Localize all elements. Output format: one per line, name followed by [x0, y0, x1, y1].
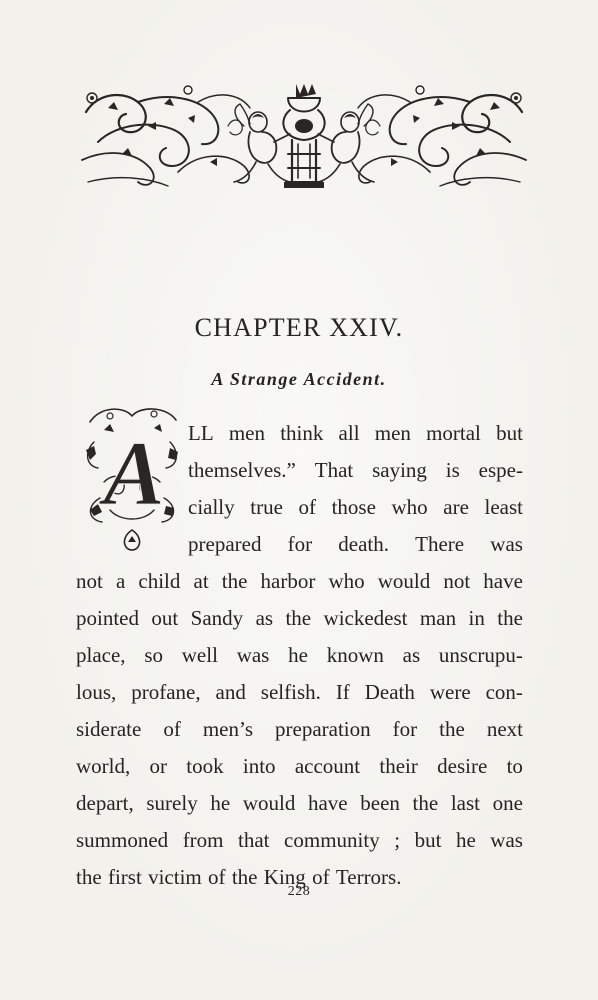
word: next: [486, 717, 523, 741]
word: in: [468, 606, 485, 630]
word: so: [144, 643, 163, 667]
word: Sandy: [190, 606, 244, 630]
word: least: [484, 495, 523, 519]
word: child: [138, 569, 181, 593]
word: unscrupu-: [438, 643, 523, 667]
word: community: [284, 828, 380, 852]
word: would: [377, 569, 431, 593]
word: for: [287, 532, 313, 556]
word: out: [151, 606, 179, 630]
word: of: [312, 865, 330, 889]
word: ;: [394, 828, 401, 852]
word: surely: [146, 791, 198, 815]
word: themselves.”: [188, 458, 296, 482]
word: Terrors.: [335, 865, 402, 889]
word: the: [285, 606, 312, 630]
word: think: [280, 421, 324, 445]
word: death.: [338, 532, 389, 556]
text-line: [76, 566, 523, 596]
word: at: [193, 569, 209, 593]
word: and: [215, 680, 246, 704]
word: men: [374, 421, 411, 445]
word: account: [294, 754, 361, 778]
word: were: [429, 680, 471, 704]
word: men: [228, 421, 265, 445]
word: well: [181, 643, 218, 667]
text-line: [188, 529, 523, 559]
word: espe-: [478, 458, 523, 482]
word: the: [497, 606, 523, 630]
word: he: [210, 791, 231, 815]
word: men’s: [202, 717, 253, 741]
word: place,: [76, 643, 126, 667]
word: the: [76, 865, 102, 889]
word: desire: [437, 754, 488, 778]
word: of: [208, 865, 226, 889]
word: that: [238, 828, 270, 852]
word: all: [338, 421, 360, 445]
word: the: [412, 791, 439, 815]
chapter-subtitle: A Strange Accident.: [211, 369, 387, 389]
word: depart,: [76, 791, 134, 815]
right-cherub-figure: [318, 104, 374, 182]
word: as: [255, 606, 274, 630]
word: lous,: [76, 680, 117, 704]
word: the: [231, 865, 258, 889]
page-number: 228: [287, 884, 311, 899]
text-line: [76, 751, 523, 781]
word: are: [443, 495, 469, 519]
text-line: [76, 825, 523, 855]
drop-cap-letter: A: [103, 422, 165, 524]
left-cherub-figure: [234, 104, 290, 182]
word: world,: [76, 754, 131, 778]
word: have: [483, 569, 523, 593]
word: from: [182, 828, 224, 852]
word: known: [326, 643, 384, 667]
text-line: [188, 418, 523, 448]
word: harbor: [260, 569, 316, 593]
left-scroll-ornament: [82, 86, 250, 186]
word: mortal: [426, 421, 481, 445]
word: into: [242, 754, 276, 778]
word: LL: [188, 421, 214, 445]
text-line: [76, 640, 523, 670]
text-line: [76, 677, 523, 707]
word: saying: [372, 458, 427, 482]
word: their: [379, 754, 418, 778]
word: true: [250, 495, 283, 519]
word: was: [236, 643, 270, 667]
word: took: [186, 754, 224, 778]
word: of: [298, 495, 316, 519]
word: There: [415, 532, 465, 556]
ornamental-headpiece: [78, 82, 530, 194]
word: those: [331, 495, 376, 519]
drop-cap-initial: [80, 402, 184, 554]
word: he: [288, 643, 308, 667]
word: wickedest: [323, 606, 408, 630]
word: who: [328, 569, 365, 593]
word: cially: [188, 495, 235, 519]
text-line: [188, 455, 523, 485]
word: King: [263, 865, 306, 889]
word: for: [392, 717, 418, 741]
word: con-: [485, 680, 523, 704]
word: would: [242, 791, 296, 815]
text-line: [188, 492, 523, 522]
chapter-title: CHAPTER XXIV.: [194, 313, 404, 342]
word: was: [490, 828, 523, 852]
word: the: [221, 569, 248, 593]
word: pointed: [76, 606, 139, 630]
text-line: [76, 714, 523, 744]
word: last: [450, 791, 481, 815]
word: victim: [148, 865, 202, 889]
word: preparation: [275, 717, 371, 741]
word: siderate: [76, 717, 142, 741]
word: If: [335, 680, 350, 704]
word: summoned: [76, 828, 169, 852]
word: Death: [364, 680, 415, 704]
text-line: [76, 603, 523, 633]
word: been: [360, 791, 400, 815]
word: not: [76, 569, 103, 593]
word: who: [391, 495, 428, 519]
word: of: [163, 717, 181, 741]
word: he: [455, 828, 476, 852]
word: selfish.: [260, 680, 321, 704]
word: prepared: [188, 532, 262, 556]
word: That: [314, 458, 354, 482]
word: man: [419, 606, 457, 630]
word: have: [307, 791, 348, 815]
word: a: [115, 569, 126, 593]
word: the: [439, 717, 465, 741]
word: as: [402, 643, 421, 667]
word: but: [496, 421, 523, 445]
word: or: [149, 754, 168, 778]
word: is: [445, 458, 460, 482]
central-urn-ornament: [283, 84, 324, 188]
text-line: [76, 788, 523, 818]
word: to: [506, 754, 523, 778]
word: but: [414, 828, 442, 852]
word: first: [107, 865, 142, 889]
word: one: [492, 791, 523, 815]
word: not: [443, 569, 471, 593]
word: profane,: [131, 680, 201, 704]
word: was: [490, 532, 523, 556]
right-scroll-ornament: [358, 86, 526, 186]
